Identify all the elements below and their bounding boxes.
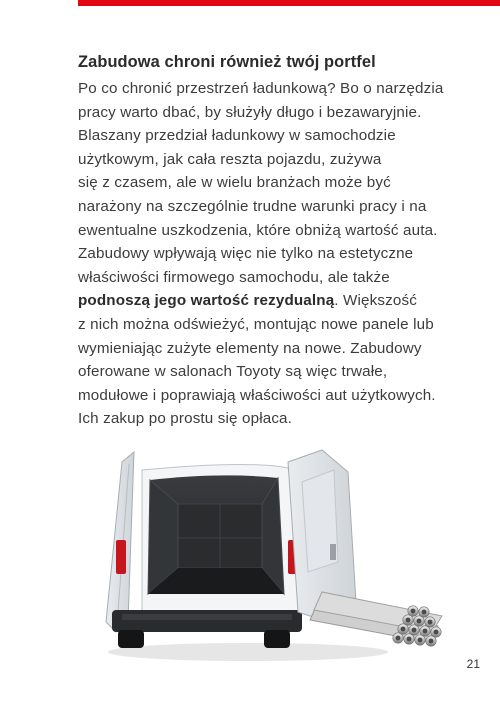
body-line-emphasis bbox=[78, 289, 478, 313]
metal-pipe-stack bbox=[310, 592, 442, 646]
body-line: Po co chronić przestrzeń ładunkową? Bo o narzędzia bbox=[78, 80, 444, 97]
body-line: wymieniając zużyte elementy na nowe. Zabudowy bbox=[78, 339, 422, 357]
body-line: się z czasem, ale w wielu branżach może być bbox=[78, 174, 391, 192]
body-line: modułowe i poprawiają właściwości aut użytkowych. bbox=[78, 386, 436, 404]
article bbox=[78, 52, 478, 431]
body-line: oferowane w salonach Toyoty są więc trwałe, bbox=[78, 363, 388, 381]
body-line: użytkowym, jak cała reszta pojazdu, zużywa bbox=[78, 150, 382, 168]
body-line: właściwości firmowego samochodu, ale także bbox=[78, 268, 390, 286]
top-accent-bar bbox=[78, 0, 500, 6]
body-line: Ich zakup po prostu się opłaca. bbox=[78, 410, 293, 428]
van-body bbox=[112, 464, 302, 648]
article-body bbox=[78, 77, 478, 431]
body-line: pracy warto dbać, by służyły długo i bezawaryjnie. bbox=[78, 103, 422, 121]
body-line: Zabudowy wpływają więc nie tylko na estetyczne bbox=[78, 245, 414, 263]
van-shadow bbox=[108, 643, 388, 661]
van-rear-cargo-illustration bbox=[98, 442, 448, 667]
article-heading: Zabudowa chroni również twój portfel bbox=[78, 53, 376, 71]
page-number: 21 bbox=[466, 657, 480, 671]
body-line: narażony na szczególnie trudne warunki pracy i na bbox=[78, 197, 427, 215]
emphasis-line-rest: . Większość bbox=[334, 292, 417, 310]
body-line: Blaszany przedział ładunkowy w samochodzie bbox=[78, 127, 396, 145]
body-line: ewentualne uszkodzenia, które obniżą wartość auta. bbox=[78, 221, 438, 239]
residual-value-emphasis: podnoszą jego wartość rezydualną bbox=[78, 292, 335, 310]
body-line: z nich można odświeżyć, montując nowe panele lub bbox=[78, 315, 434, 333]
